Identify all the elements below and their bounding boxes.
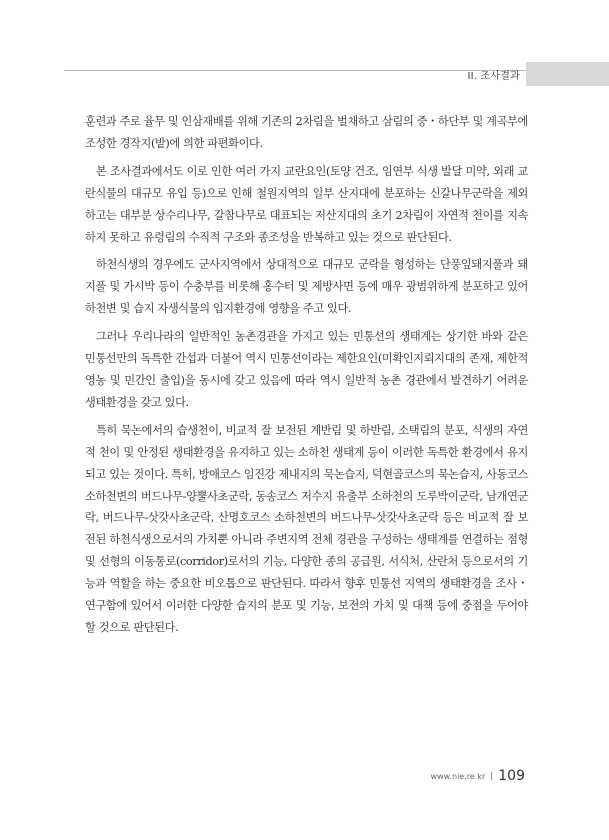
- paragraph-3: 하천식생의 경우에도 군사지역에서 상대적으로 대규모 군락을 형성하는 단풍잎돼지풀과 돼지풀 및 가시박 등이 수충부를 비롯해 홍수터 및 제방사면 등에 매우 광범위하게 분포하고 있어 하천변 및 습지 자생식물의 입지환경에 영향을 주고 있다.: [85, 258, 528, 316]
- body-text: [85, 111, 528, 645]
- page-footer: [431, 768, 525, 784]
- section-tab: [526, 62, 609, 86]
- section-label: II. 조사결과: [467, 71, 520, 82]
- paragraph-1: 훈련과 주로 율무 및 인삼재배를 위해 기존의 2차림을 벌채하고 삼림의 중・하단부 및 계곡부에 조성한 경작지(밭)에 의한 파편화이다.: [85, 115, 528, 150]
- page-number: 109: [498, 768, 525, 784]
- paragraph-4: 그러나 우리나라의 일반적인 농촌경관을 가지고 있는 민통선의 생태계는 상기한 바와 같은 민통선만의 독특한 간섭과 더불어 역시 민통선이라는 제한요인(미확인지뢰지대의 존재, 제한적 영농 및 민간인 출입)을 동시에 갖고 있음에 따라 역시 일반적 농촌 경관에서 발견하기 어려운 생태환경을 갖고 있다.: [85, 330, 528, 409]
- paragraph-5: 특히 묵논에서의 습생천이, 비교적 잘 보전된 계반림 및 하반림, 소택림의 분포, 식생의 자연적 천이 및 안정된 생태환경을 유지하고 있는 소하천 생태계 등이 이러한 독특한 환경에서 유지되고 있는 것이다. 특히, 방애코스 임진강 제내지의 묵논습지, 덕현골코스의 묵논습지, 사동코스 소하천변의 버드나무-양뿔사초군락, 동송코스 저수지 유출부 소하천의 도루박이군락, 남개연군락, 버드나무-삿갓사초군락, 산명호코스 소하천변의 버드나무-삿갓사초군락 등은 비교적 잘 보전된 하천식생으로서의 가치뿐 아니라 주변지역 전체 경관을 구성하는 생태계를 연결하는 점형 및 선형의 이동통로(corridor)로서의 기능, 다양한 종의 공급원, 서식처, 산란처 등으로서의 기능과 역할을 하는 중요한 비오톱으로 판단된다. 따라서 향후 민통선 지역의 생태환경을 조사・연구함에 있어서 이러한 다양한 습지의 분포 및 기능, 보전의 가치 및 대책 등에 중점을 두어야 할 것으로 판단된다.: [85, 423, 528, 634]
- footer-divider: [491, 772, 492, 780]
- paragraph-2: 본 조사결과에서도 이로 인한 여러 가지 교란요인(토양 건조, 임연부 식생 발달 미약, 외래 교란식물의 대규모 유입 등)으로 인해 철원지역의 일부 산지대에 분포하는 신갈나무군락을 제외하고는 대부분 상수리나무, 갈참나무로 대표되는 저산지대의 초기 2차림이 자연적 천이를 지속하지 못하고 유령림의 수직적 구조와 종조성을 반복하고 있는 것으로 판단된다.: [85, 164, 528, 244]
- footer-url: www.nie.re.kr: [430, 771, 486, 781]
- header-rule: [64, 70, 526, 71]
